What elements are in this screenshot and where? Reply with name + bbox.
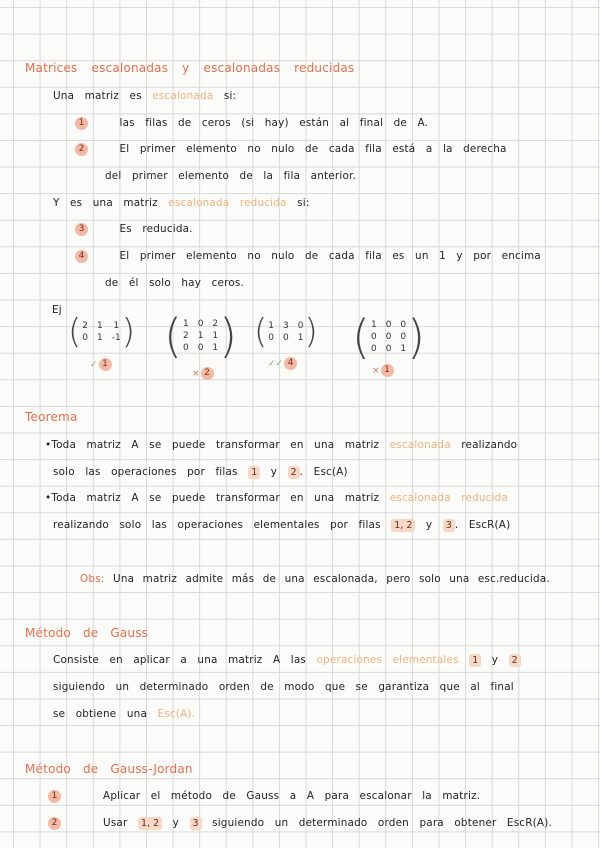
teorema-b1-text-end: realizando [461,439,518,451]
matrix-cell: 0 [385,332,392,342]
matrix-cell: 0 [385,344,392,354]
matrix-cell: 2 [82,321,88,331]
teorema-b1-cont-text: solo las operaciones por filas [53,466,238,478]
condition-1 [75,116,428,130]
teorema-b1-text: Toda matriz A se puede transformar en una matriz [51,439,380,451]
matrix-4-badge: 1 [381,364,394,377]
matrix-cell: 1 [400,344,407,354]
teorema-b2-text: Toda matriz A se puede transformar en una matriz [51,492,380,504]
observation [80,572,550,586]
matrix-cell: 1 [212,343,219,353]
step-2-text-end: siguiendo un determinado orden para obtener EscR(A). [212,817,552,829]
teorema-bullet-2-cont [53,518,510,532]
matrix-cell: 0 [400,332,407,342]
step-1-text: Aplicar el método de Gauss a A para escalonar la matriz. [103,790,481,802]
intro-line [53,89,236,103]
conj-y: y [172,817,180,829]
gauss-jordan-step-1 [48,789,480,803]
gauss-l3-text: se obtiene una [53,708,148,720]
condition-2 [75,142,507,156]
condition-2-cont: del primer elemento de la fila anterior. [105,170,357,182]
matrix-cell: 2 [182,331,189,341]
teorema-bullet-1-cont [53,465,348,479]
obs-label: Obs: [80,573,105,585]
matrix-cell: 0 [400,320,407,330]
highlight-escalonada: escalonada [152,90,214,102]
condition-4-text: El primer elemento no nulo de cada fila es un 1 y por encima [119,250,541,262]
matrix-cell: 0 [297,321,304,331]
matrix-2-grid [182,313,219,359]
gauss-l1-text: Consiste en aplicar a una matriz A las [53,654,307,666]
intro-text-end: si: [223,90,237,102]
matrix-cell: -1 [111,333,121,343]
matrix-cell: 1 [370,320,377,330]
teorema-bullet-1 [45,438,517,452]
matrix-1-badge: 1 [99,358,112,371]
chip-op-1: 1 [469,654,481,667]
matrix-4-grid [370,314,407,360]
conj-y: y [425,519,433,531]
gauss-line-3 [53,707,195,721]
badge-2: 2 [75,143,88,156]
matrix-example-2: ( 1 0 2 2 1 1 0 0 1 ) [164,309,238,363]
condition-2-text: El primer elemento no nulo de cada fila está a la derecha [119,143,507,155]
condition-3-text: Es reducida. [119,223,193,235]
highlight-escalonada: escalonada [389,439,451,451]
gauss-jordan-step-2 [48,816,552,830]
condition-4 [75,249,541,263]
matrix-1-grid [81,314,121,350]
chip-op-3: 3 [190,817,202,830]
matrix-cell: 0 [82,333,88,343]
condition-1-text: las filas de ceros (si hay) están al final de A. [119,117,429,129]
conj-y: y [270,466,278,478]
teorema-b1-end: . Esc(A) [299,466,348,478]
section-title-matrices: Matrices escalonadas y escalonadas reducidas [25,61,355,75]
matrix-cell: 0 [283,333,289,343]
matrix-cell: 1 [268,321,274,331]
intro-text: Una matriz es [53,90,142,102]
badge-1: 1 [75,117,88,130]
chip-op-1: 1 [248,466,260,479]
matrix-cell: 0 [370,332,377,342]
matrix-3-grid [267,314,304,350]
badge-step-2: 2 [48,817,61,830]
example-label: Ej [52,304,62,316]
teorema-b2-cont-text: realizando solo las operaciones elementales por filas [53,519,381,531]
double-check-icon: ✓✓ [268,358,284,369]
conj-y: y [491,654,499,666]
matrix-cell: 1 [113,321,120,331]
matrix-cell: 1 [182,319,189,329]
matrix-cell: 1 [97,333,103,343]
matrix-cell: 0 [182,343,189,353]
matrix-cell: 1 [297,333,304,343]
matrix-example-1: ( 2 1 1 0 1 -1 ) [68,312,135,352]
chip-ops-1-2: 1, 2 [391,519,415,532]
section-title-gauss-jordan: Método de Gauss-Jordan [25,762,193,776]
intro2-text-end: si: [297,197,310,209]
chip-op-2: 2 [288,466,300,479]
badge-3: 3 [75,223,88,236]
condition-3 [75,222,193,236]
matrix-example-4: ( 1 0 0 0 0 0 0 0 1 ) [352,310,426,364]
matrix-1-mark [90,358,112,371]
condition-4-cont: de él solo hay ceros. [105,277,245,289]
highlight-escalonada-reducida: escalonada reducida [389,492,509,504]
intro2-text: Y es una matriz [53,197,158,209]
cross-icon: × [192,368,200,379]
check-icon: ✓ [90,359,98,370]
matrix-2-badge: 2 [201,367,214,380]
bullet-icon: • [45,439,52,451]
section-title-gauss: Método de Gauss [25,626,149,640]
matrix-example-3: ( 1 3 0 0 0 1 ) [254,312,318,352]
gauss-line-1 [53,653,521,667]
obs-text: Una matriz admite más de una escalonada, pero solo una esc.reducida. [113,573,550,585]
highlight-esc-a: Esc(A). [157,708,196,720]
matrix-cell: 1 [97,321,103,331]
matrix-cell: 0 [197,319,204,329]
highlight-escalonada-reducida: escalonada reducida [168,197,287,209]
step-2-text: Usar [103,817,128,829]
matrix-3-badge: 4 [284,357,297,370]
matrix-4-mark [372,364,394,377]
section-title-teorema: Teorema [25,410,78,424]
matrix-cell: 1 [212,331,219,341]
teorema-b2-end: . EscR(A) [454,519,511,531]
matrix-cell: 1 [197,331,204,341]
matrix-cell: 0 [268,333,274,343]
bullet-icon: • [45,492,52,504]
gauss-line-2: siguiendo un determinado orden de modo que se garantiza que al final [53,681,514,693]
matrix-cell: 0 [197,343,204,353]
cross-icon: × [372,365,380,376]
matrix-cell: 0 [370,344,377,354]
highlight-operaciones-elementales: operaciones elementales [316,654,459,666]
badge-4: 4 [75,250,88,263]
intro2-line [53,196,310,210]
matrix-cell: 2 [212,319,219,329]
matrix-3-mark [268,357,297,370]
teorema-bullet-2 [45,491,508,505]
chip-ops-1-2: 1, 2 [138,817,162,830]
matrix-cell: 0 [385,320,392,330]
chip-op-3: 3 [443,519,455,532]
matrix-cell: 3 [283,321,289,331]
chip-op-2: 2 [509,654,521,667]
matrix-2-mark [192,367,214,380]
badge-step-1: 1 [48,790,61,803]
